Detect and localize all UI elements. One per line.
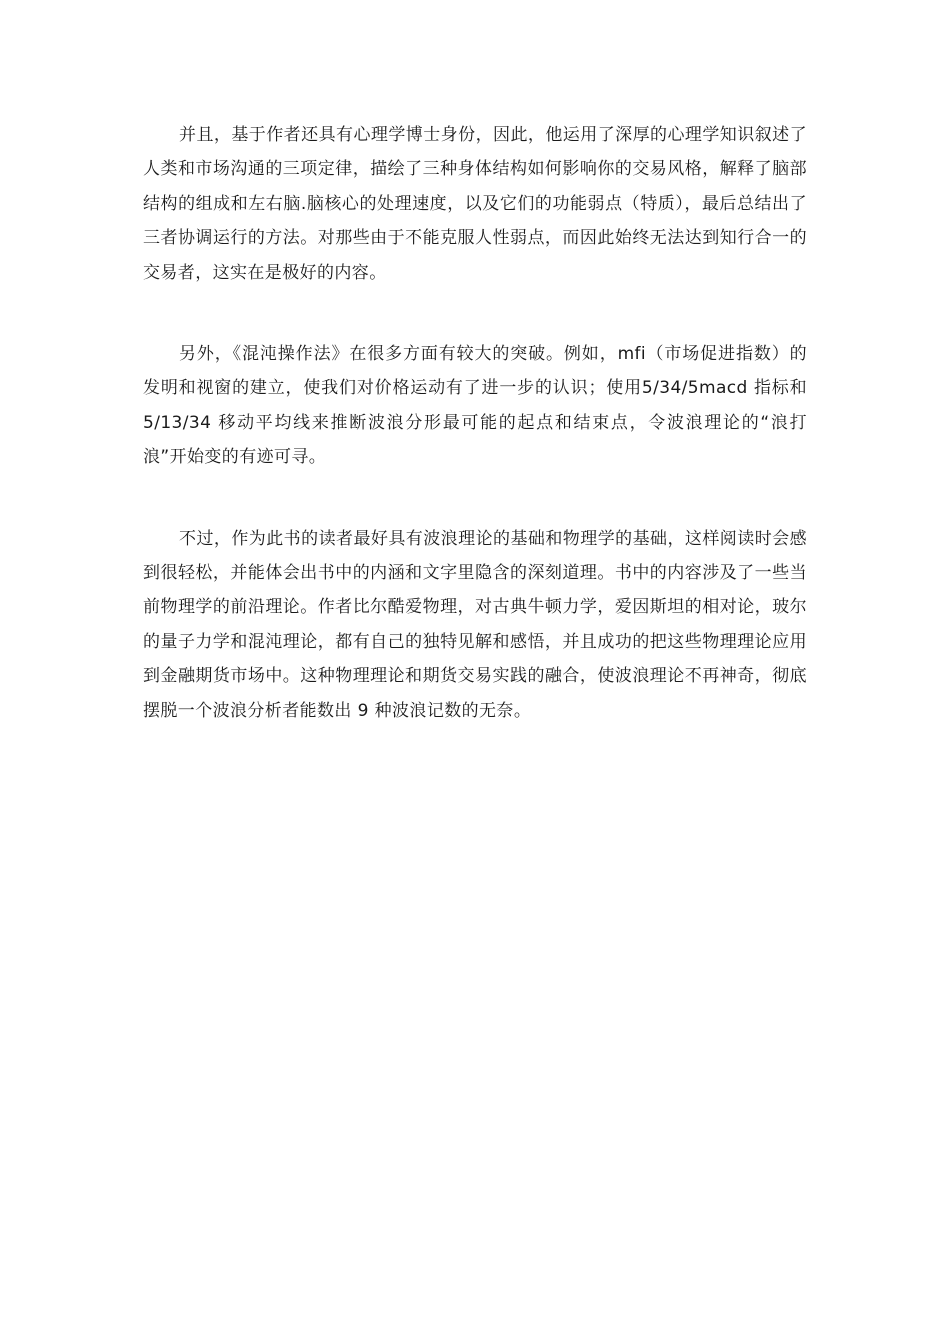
document-body [143,118,807,775]
paragraph-3: 不过，作为此书的读者最好具有波浪理论的基础和物理学的基础，这样阅读时会感到很轻松，并能体会出书中的内涵和文字里隐含的深刻道理。书中的内容涉及了一些当前物理学的前沿理论。作者比尔酷爱物理，对古典牛顿力学，爱因斯坦的相对论，玻尔的量子力学和混沌理论，都有自己的独特见解和感悟，并且成功的把这些物理理论应用到金融期货市场中。这种物理理论和期货交易实践的融合，使波浪理论不再神奇，彻底摆脱一个波浪分析者能数出 9 种波浪记数的无奈。 [143,528,807,721]
paragraph-1: 并且，基于作者还具有心理学博士身份，因此，他运用了深厚的心理学知识叙述了人类和市场沟通的三项定律，描绘了三种身体结构如何影响你的交易风格，解释了脑部结构的组成和左右脑.脑核心的处理速度，以及它们的功能弱点（特质），最后总结出了三者协调运行的方法。对那些由于不能克服人性弱点，而因此始终无法达到知行合一的交易者，这实在是极好的内容。 [143,125,807,283]
paragraph-2: 另外，《混沌操作法》在很多方面有较大的突破。例如，mfi（市场促进指数）的发明和视窗的建立，使我们对价格运动有了进一步的认识；使用5/34/5macd 指标和 5/13/34 移动平均线来推断波浪分形最可能的起点和结束点，令波浪理论的“浪打浪”开始变的有迹可寻。 [143,344,807,468]
